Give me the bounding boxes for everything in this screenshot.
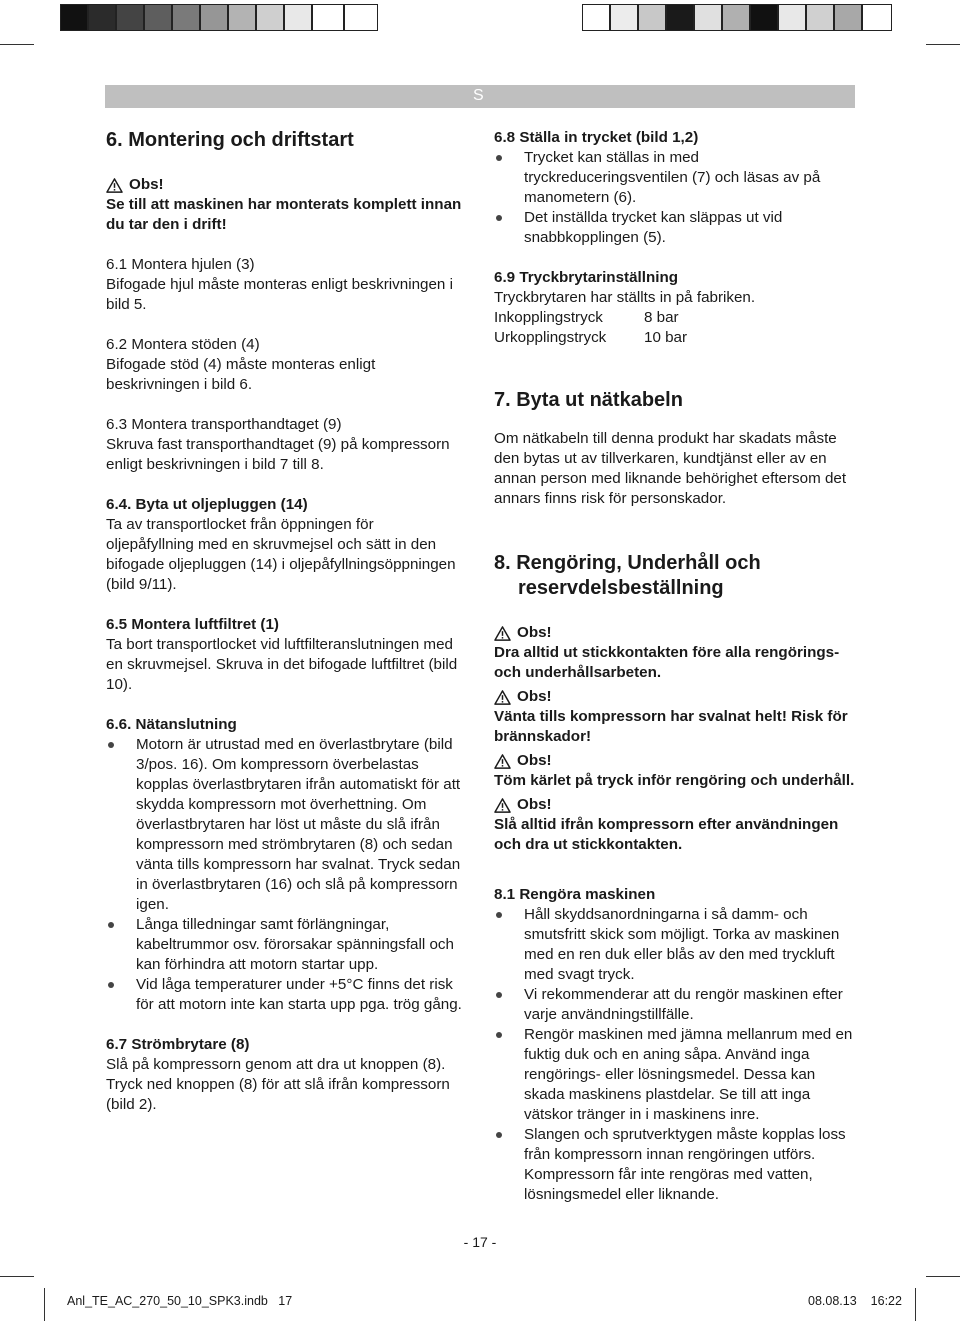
warning-text: Töm kärlet på tryck inför rengöring och underhåll.: [494, 772, 855, 789]
warning-label: Obs!: [517, 688, 552, 705]
section-6-3-heading: 6.3 Montera transporthandtaget (9): [106, 416, 342, 433]
warning-icon: [494, 754, 511, 769]
list-item: Motorn är utrustad med en överlastbrytare (bild 3/pos. 16). Om kompressorn överbelastas kopplas överlastbrytaren ifrån automatiskt för att skydda kompressorn mot överhettning. Om överlastbrytaren har löst ut måste du slå ifrån kompressorn med strömbrytaren (8) och sedan vänta tills kompressorn har svalnat. Tryck sedan in överlastbrytaren (16) och slå på kompressorn igen.: [106, 735, 464, 915]
section-6-7: [106, 1035, 464, 1115]
right-column: [494, 128, 856, 1205]
warning-icon: [494, 690, 511, 705]
list-item: Vi rekommenderar att du rengör maskinen efter varje användningstillfälle.: [494, 985, 856, 1025]
section-6-4-heading: 6.4. Byta ut oljepluggen (14): [106, 496, 308, 513]
section-6-5: [106, 615, 464, 695]
section-6-1-heading: 6.1 Montera hjulen (3): [106, 256, 255, 273]
section-8-1: [494, 885, 856, 1205]
section-6-7-heading: 6.7 Strömbrytare (8): [106, 1036, 250, 1053]
section-6-3: [106, 415, 464, 475]
section-6-4-body: Ta av transportlocket från öppningen för oljepåfyllning med en skruvmejsel och sätt in den bifogade oljepluggen (14) i oljepåfyllningsöppningen (bild 9/11).: [106, 516, 456, 593]
section-8-1-list: [494, 905, 856, 1205]
warning-icon: [494, 626, 511, 641]
section-6-6: [106, 715, 464, 1015]
language-code: S: [473, 87, 484, 104]
section-6-8-heading: 6.8 Ställa in trycket (bild 1,2): [494, 129, 699, 146]
section-6-6-heading: 6.6. Nätanslutning: [106, 716, 237, 733]
section-8-1-heading: 8.1 Rengöra maskinen: [494, 886, 656, 903]
section-7-title: 7. Byta ut nätkabeln: [494, 389, 683, 411]
section-6-3-body: Skruva fast transporthandtaget (9) på kompressorn enligt beskrivningen i bild 7 till 8.: [106, 436, 450, 473]
list-item: Rengör maskinen med jämna mellanrum med en fuktig duk och en aning såpa. Använd inga rengörings- eller lösningsmedel. Dessa kan skada maskinens plastdelar. Se till att inga vätskor tränger in i maskinens inre.: [494, 1025, 856, 1125]
print-file-slug: Anl_TE_AC_270_50_10_SPK3.indb 17: [67, 1294, 293, 1308]
warning-text: Vänta tills kompressorn har svalnat helt! Risk för brännskador!: [494, 708, 848, 745]
warning-label: Obs!: [517, 796, 552, 813]
section-6-5-body: Ta bort transportlocket vid luftfilteranslutningen med en skruvmejsel. Skruva in det bifogade luftfiltret (bild 10).: [106, 636, 458, 693]
pressure-value: 8 bar: [644, 309, 679, 326]
section-8-warning-3: [494, 751, 856, 791]
section-6-2: [106, 335, 464, 395]
print-date: 08.08.13: [808, 1294, 857, 1308]
warning-text: Se till att maskinen har monterats komplett innan du tar den i drift!: [106, 196, 462, 233]
pressure-label: Urkopplingstryck: [494, 329, 607, 346]
section-6-9-body: Tryckbrytaren har ställts in på fabriken.: [494, 289, 756, 306]
section-6-1-body: Bifogade hjul måste monteras enligt beskrivningen i bild 5.: [106, 276, 453, 313]
warning-label: Obs!: [517, 624, 552, 641]
section-6-1: [106, 255, 464, 315]
print-time: 16:22: [870, 1294, 902, 1308]
section-6-9-heading: 6.9 Tryckbrytarinställning: [494, 269, 679, 286]
section-8-warning-4: [494, 795, 856, 855]
list-item: Håll skyddsanordningarna i så damm- och smutsfritt skick som möjligt. Torka av maskinen med en ren duk eller blås av den med tryckluft med svagt tryck.: [494, 905, 856, 985]
section-6-6-list: [106, 735, 464, 1015]
section-7-body: Om nätkabeln till denna produkt har skadats måste den bytas ut av tillverkaren, kundtjänst eller av en annan person med liknande behörighet eftersom det annars finns risk för personskador.: [494, 430, 847, 507]
list-item: Det inställda trycket kan släppas ut vid snabbkopplingen (5).: [494, 208, 856, 248]
warning-text: Slå alltid ifrån kompressorn efter användningen och dra ut stickkontakten.: [494, 816, 839, 853]
section-6-2-body: Bifogade stöd (4) måste monteras enligt beskrivningen i bild 6.: [106, 356, 376, 393]
section-8-title: 8. Rengöring, Underhåll och reservdelsbeställning: [494, 552, 761, 599]
section-6-5-heading: 6.5 Montera luftfiltret (1): [106, 616, 279, 633]
section-6-7-body-1: Slå på kompressorn genom att dra ut knoppen (8).: [106, 1056, 446, 1073]
warning-block: [106, 175, 464, 235]
list-item: Vid låga temperaturer under +5°C finns det risk för att motorn inte kan starta upp pga. trög gång.: [106, 975, 464, 1015]
warning-icon: [494, 798, 511, 813]
page-number: - 17 -: [463, 1234, 497, 1250]
pressure-row: [494, 328, 856, 348]
section-6-8-list: [494, 148, 856, 248]
list-item: Slangen och sprutverktygen måste kopplas loss från kompressorn innan rengöringen utförs. Kompressorn får inte rengöras med vatten, lösningsmedel eller liknande.: [494, 1125, 856, 1205]
section-6-2-heading: 6.2 Montera stöden (4): [106, 336, 260, 353]
print-date-slug: [808, 1294, 902, 1308]
left-column: [106, 128, 464, 1135]
list-item: Långa tilledningar samt förlängningar, kabeltrummor osv. förorsakar spänningsfall och kan förhindra att motorn startar upp.: [106, 915, 464, 975]
pressure-row: [494, 308, 856, 328]
section-6-title: 6. Montering och driftstart: [106, 129, 354, 151]
list-item: Trycket kan ställas in med tryckreduceringsventilen (7) och läsas av på manometern (6).: [494, 148, 856, 208]
section-6-4: [106, 495, 464, 595]
section-8-warning-2: [494, 687, 856, 747]
section-8-warning-1: [494, 623, 856, 683]
pressure-label: Inkopplingstryck: [494, 309, 603, 326]
warning-text: Dra alltid ut stickkontakten före alla rengörings- och underhållsarbeten.: [494, 644, 840, 681]
pressure-value: 10 bar: [644, 329, 688, 346]
section-6-8: [494, 128, 856, 248]
section-6-9: [494, 268, 856, 348]
section-6-7-body-2: Tryck ned knoppen (8) för att slå ifrån kompressorn (bild 2).: [106, 1076, 450, 1113]
warning-label: Obs!: [517, 752, 552, 769]
warning-icon: [106, 178, 123, 193]
warning-label: Obs!: [129, 176, 164, 193]
